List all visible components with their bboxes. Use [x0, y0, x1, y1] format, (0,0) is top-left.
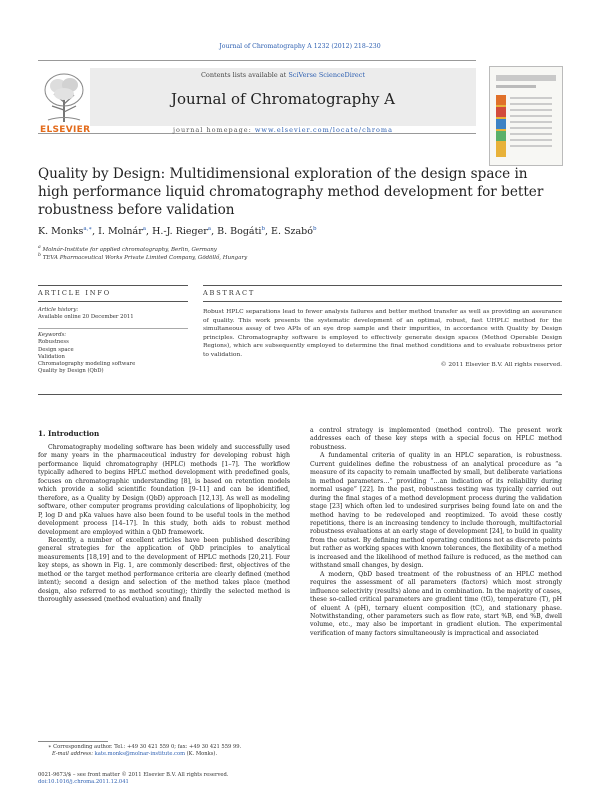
right-column	[310, 427, 562, 638]
divider	[38, 328, 188, 329]
abstract-text: Robust HPLC separations lead to fewer analysis failures and better method transfer as well as providing an assurance of quality. This work presents the systematic development of an optimal, robust, fast UHPLC method for the simultaneous assay of two APIs of an eye drop sample and their impurities, in accordance with Quality by Design principles. Chromatography software is employed to effectively generate design spaces (Method Operable Design Regions), which are subsequently employed to determine the final method conditions and to evaluate robustness prior to validation.	[203, 309, 562, 358]
keyword: Design space	[38, 346, 74, 353]
affiliation	[38, 253, 562, 261]
corresponding-author-note: ∗ Corresponding author. Tel.: +49 30 421 559 0; fax: +49 30 421 559 99.	[48, 744, 242, 750]
author-name: K. Monks	[38, 226, 84, 238]
journal-cover-thumbnail	[489, 66, 563, 166]
front-matter	[38, 772, 338, 786]
author-name: B. Bogáti	[217, 226, 262, 238]
running-head[interactable]: Journal of Chromatography A 1232 (2012) 218–230	[219, 43, 381, 50]
keyword: Chromatography modeling software	[38, 361, 136, 368]
paragraph: A fundamental criteria of quality in an HPLC separation, is robustness. Current guidelines define the robustness of an analytical procedure as “a measure of its capacity to remain unaffected by small, but deliberate variations in method parameters…” providing “…an indication of its reliability during normal usage” [22]. In the past, robustness testing was typically carried out during the final stages of a method development process during the validation stage [23] which often led to undesired surprises being found late on and the method having to be redeveloped and reoptimized. To avoid these costly repetitions, there is an increasing tendency to include thorough, multifactorial robustness evaluations at an early stage of development [24], to build in quality from the outset. By defining method operating conditions not as discrete points but rather as working spaces with known tolerances, the flexibility of a method is increased and the likelihood of method failure is reduced, as the method can withstand small changes, by design.	[310, 452, 562, 570]
divider	[38, 301, 188, 302]
doi-link[interactable]: doi:10.1016/j.chroma.2011.12.041	[38, 779, 129, 786]
elsevier-tree-logo	[40, 68, 88, 126]
author-name: H.-J. Rieger	[152, 226, 208, 238]
left-column	[38, 444, 290, 605]
section-heading: 1. Introduction	[38, 429, 100, 438]
affiliation-mark: a	[38, 245, 41, 250]
author-mark[interactable]: a,∗	[83, 226, 93, 232]
copyright-line: © 2011 Elsevier B.V. All rights reserved.	[440, 362, 562, 368]
homepage-link[interactable]: www.elsevier.com/locate/chroma	[254, 126, 393, 134]
issn-line: 0021-9673/$ – see front matter © 2011 Elsevier B.V. All rights reserved.	[38, 772, 229, 778]
email-label: E-mail address:	[52, 751, 95, 758]
footnotes	[38, 744, 298, 758]
keyword: Quality by Design (QbD)	[38, 368, 104, 375]
author-mark[interactable]: a	[207, 226, 212, 232]
keywords-block	[38, 332, 188, 376]
divider	[38, 285, 188, 286]
affiliation-text: Molnár-Institute for applied chromatography, Berlin, Germany	[42, 246, 217, 253]
homepage-prefix: journal homepage:	[173, 126, 255, 134]
journal-title: Journal of Chromatography A	[170, 90, 395, 108]
publisher-name: ELSEVIER	[40, 125, 91, 135]
keyword: Validation	[38, 353, 65, 360]
article-title: Quality by Design: Multidimensional exploration of the design space in high performance liquid chromatography method development for better robustness before validation	[38, 166, 544, 218]
author-name: E. Szabó	[271, 226, 313, 238]
divider	[203, 301, 562, 302]
article-history	[38, 307, 188, 322]
affiliation	[38, 245, 562, 253]
keyword: Robustness	[38, 339, 69, 346]
divider	[203, 285, 562, 286]
affiliation-text: TEVA Pharmaceutical Works Private Limited Company, Gödöllő, Hungary	[42, 254, 248, 261]
paragraph: Chromatography modeling software has been widely and successfully used for many years in the pharmaceutical industry for developing robust high performance liquid chromatography (HPLC) methods [1–7]. The workflow typically adhered to begins HPLC method development with predefined goals, focuses on chromatographic understanding [8], is based on retention models which provide a solid scientific foundation [9–11] and can be identified, therefore, as a Quality by Design (QbD) approach [12,13]. As well as modeling software, other computer programs providing calculations of lipophobicity, log P, log D and pKa values have also been found to be useful tools in the method development process [14–17]. In this study, both aids to robust method development are employed within a QbD framework.	[38, 444, 290, 536]
affiliation-mark: b	[38, 253, 41, 258]
keywords-label: Keywords:	[38, 332, 67, 338]
contents-line	[90, 71, 476, 79]
author-list: K. Monks$^{a,∗}$, I. Molnár$^a$, H.-J. Rieger$^a$, B. Bogáti$^b$, E. Szabó$^b$	[38, 226, 317, 238]
author-mark[interactable]: a	[142, 226, 147, 232]
email-suffix: (K. Monks).	[185, 751, 218, 758]
paragraph: Recently, a number of excellent articles have been published describing general strategies for the application of QbD principles to analytical measurements [18,19] and to the development of HPLC methods [20,21]. Four key steps, as shown in Fig. 1, are commonly described: first, objectives of the method or the target method performance criteria are clearly defined (method intent); second a design and selection of the method takes place (method design, also referred to as method scouting); thirdly the selected method is thoroughly assessed (method evaluation) and finally	[38, 536, 290, 604]
email-note	[38, 751, 298, 758]
footnote-rule	[38, 741, 108, 742]
author-mark[interactable]: b	[261, 226, 265, 232]
paragraph: A modern, QbD based treatment of the robustness of an HPLC method requires the assessment of all parameters (factors) which most strongly influence selectivity (results) alone and in combination. In the majority of cases, these so-called critical parameters are gradient time (tG), temperature (T), pH of eluent A (pH), ternary eluent composition (tC), and stationary phase. Notwithstanding, other parameters such as flow rate, start %B, end %B, dwell volume, etc., may also be important in gradient elution. The experimental verification of many factors simultaneously is impractical and associated	[310, 570, 562, 637]
author-name: I. Molnár	[98, 226, 143, 238]
history-label: Article history:	[38, 307, 79, 313]
article-info-heading: ARTICLE INFO	[38, 289, 111, 297]
history-date: Available online 20 December 2011	[38, 314, 134, 321]
email-link[interactable]: kate.monks@molnar-institute.com	[94, 751, 185, 758]
contents-prefix: Contents lists available at	[200, 71, 289, 79]
journal-homepage	[90, 126, 476, 134]
abstract-heading: ABSTRACT	[203, 289, 256, 297]
paragraph: a control strategy is implemented (method control). The present work addresses each of these key steps with a special focus on HPLC method robustness.	[310, 427, 562, 451]
sciencedirect-link[interactable]: SciVerse ScienceDirect	[288, 71, 366, 79]
divider	[38, 394, 562, 395]
author-mark[interactable]: b	[312, 226, 317, 232]
